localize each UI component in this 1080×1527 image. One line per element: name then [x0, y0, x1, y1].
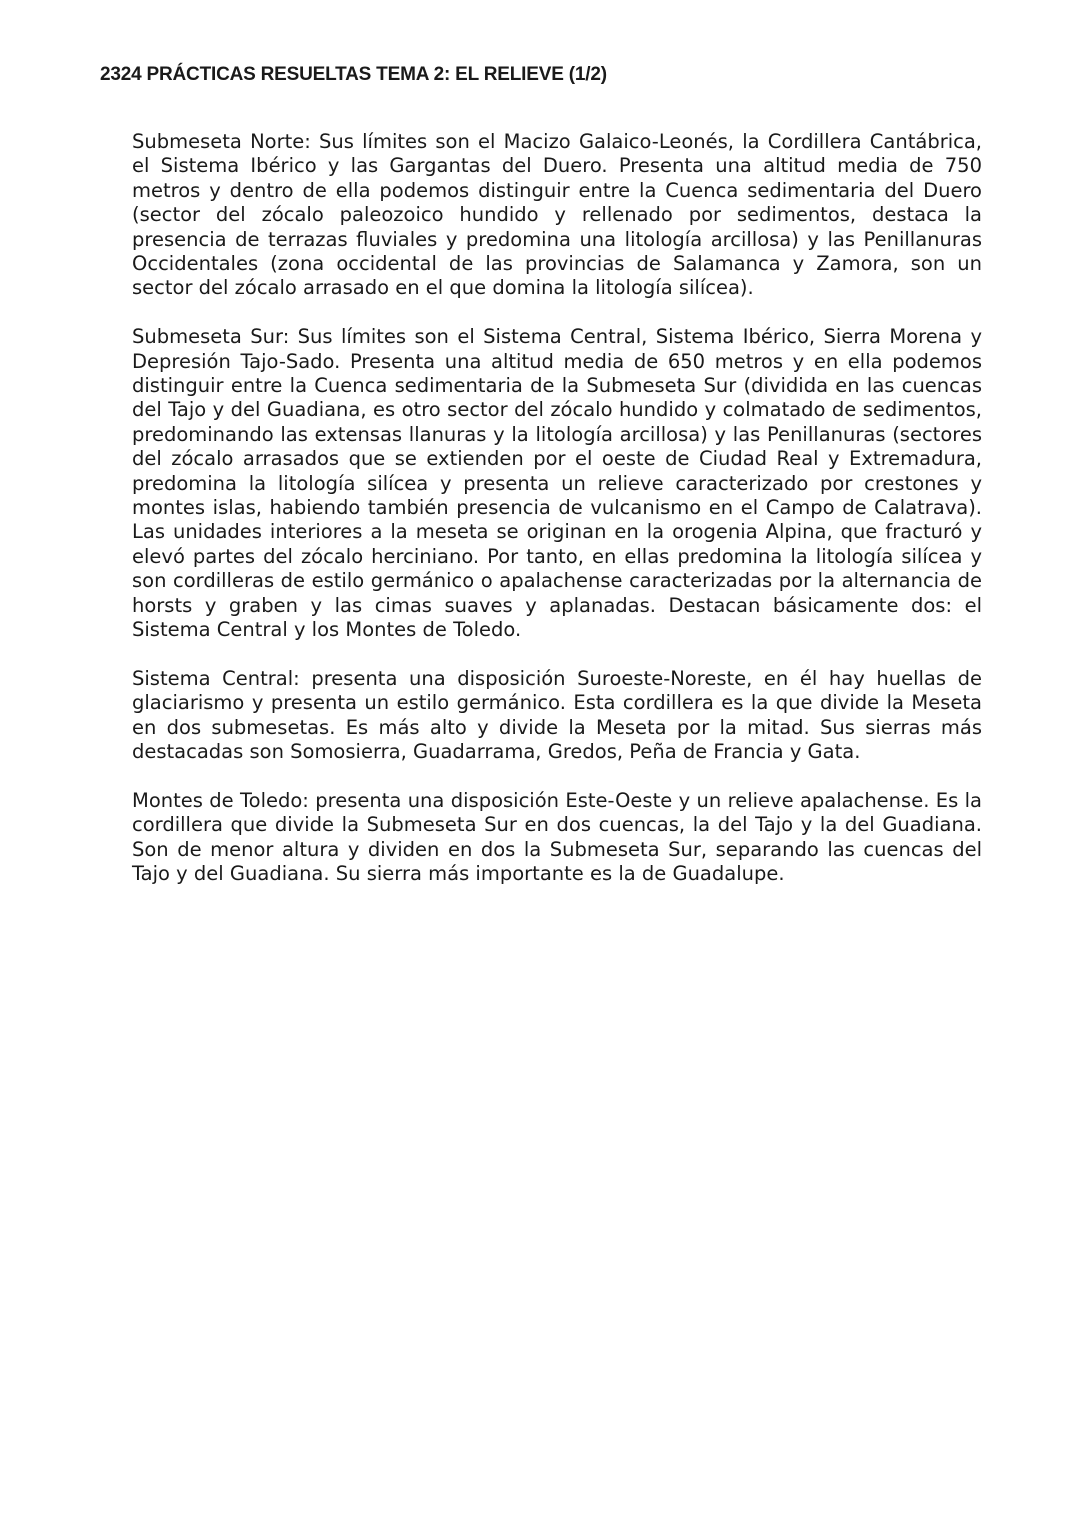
paragraph-submeseta-sur: Submeseta Sur: Sus límites son el Sistema Central, Sistema Ibérico, Sierra Morena y Depresión Tajo-Sado. Presenta una altitud media de 650 metros y en ella podemos distinguir entre la Cuenca sedimentaria de la Submeseta Sur (dividida en las cuencas del Tajo y del Guadiana, es otro sector del zócalo hundido y colmatado de sedimentos, predominando las extensas llanuras y la litología arcillosa) y las Penillanuras (sectores del zócalo arrasados que se extienden por el oeste de Ciudad Real y Extremadura, predomina la litología silícea y presenta un relieve caracterizado por crestones y montes islas, habiendo también presencia de vulcanismo en el Campo de Calatrava). Las unidades interiores a la meseta se originan en la orogenia Alpina, que fracturó y elevó partes del zócalo herciniano. Por tanto, en ellas predomina la litología silícea y son cordilleras de estilo germánico o apalachense caracterizadas por la alternancia de horsts y graben y las cimas suaves y aplanadas. Destacan básicamente dos: el Sistema Central y los Montes de Toledo.	[132, 325, 982, 642]
document-body	[132, 130, 982, 911]
paragraph-montes-de-toledo: Montes de Toledo: presenta una disposición Este-Oeste y un relieve apalachense. Es la cordillera que divide la Submeseta Sur en dos cuencas, la del Tajo y la del Guadiana. Son de menor altura y dividen en dos la Submeseta Sur, separando las cuencas del Tajo y del Guadiana. Su sierra más importante es la de Guadalupe.	[132, 788, 982, 886]
paragraph-sistema-central: Sistema Central: presenta una disposición Suroeste-Noreste, en él hay huellas de glaciarismo y presenta un estilo germánico. Esta cordillera es la que divide la Meseta en dos submesetas. Es más alto y divide la Meseta por la mitad. Sus sierras más destacadas son Somosierra, Guadarrama, Gredos, Peña de Francia y Gata.	[132, 666, 982, 764]
paragraph-submeseta-norte: Submeseta Norte: Sus límites son el Macizo Galaico-Leonés, la Cordillera Cantábrica, el Sistema Ibérico y las Gargantas del Duero. Presenta una altitud media de 750 metros y dentro de ella podemos distinguir entre la Cuenca sedimentaria del Duero (sector del zócalo paleozoico hundido y rellenado por sedimentos, destaca la presencia de terrazas fluviales y predomina una litología arcillosa) y las Penillanuras Occidentales (zona occidental de las provincias de Salamanca y Zamora, son un sector del zócalo arrasado en el que domina la litología silícea).	[132, 130, 982, 300]
page-title: 2324 PRÁCTICAS RESUELTAS TEMA 2: EL RELIEVE (1/2)	[100, 64, 607, 85]
